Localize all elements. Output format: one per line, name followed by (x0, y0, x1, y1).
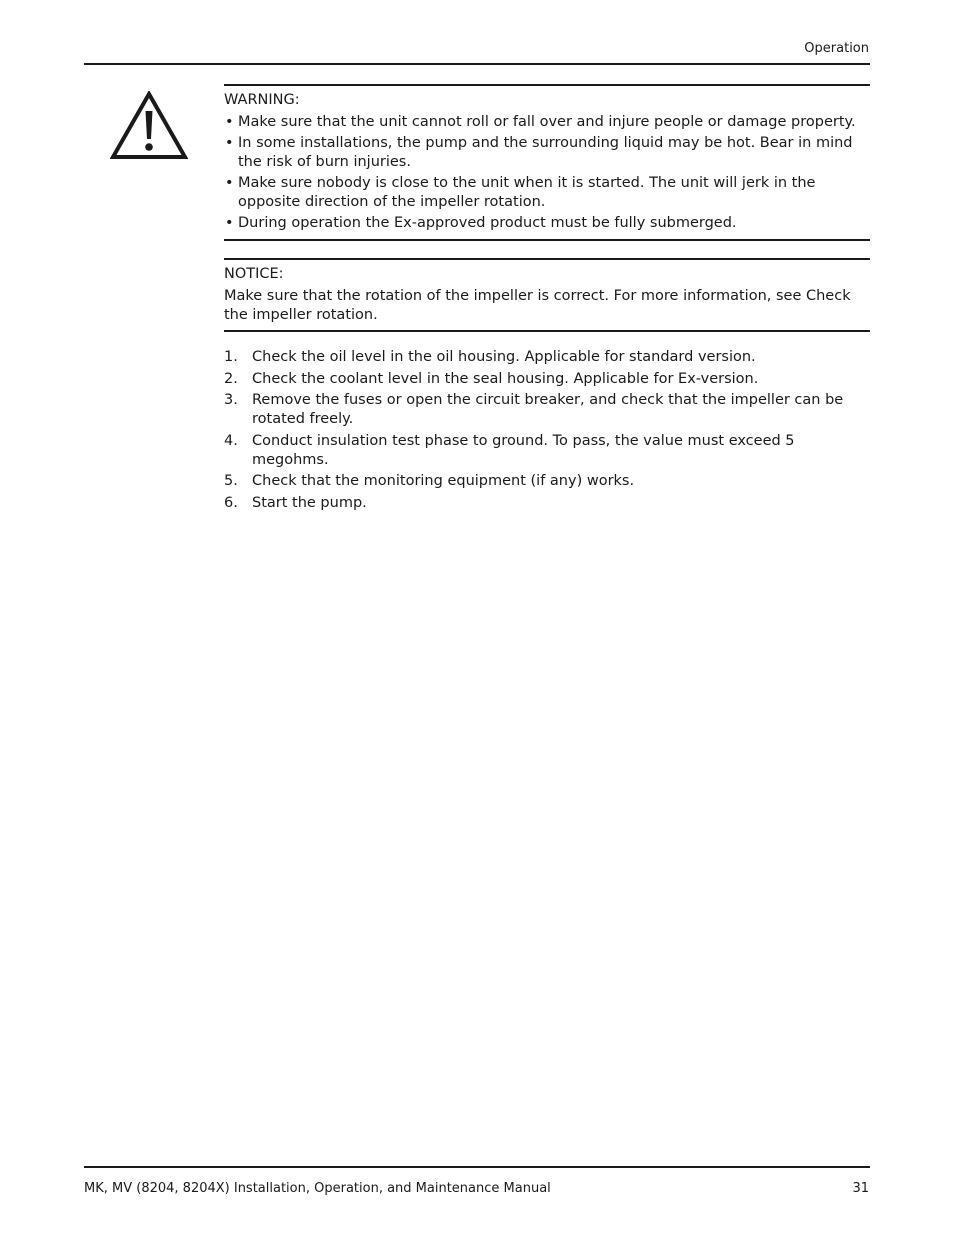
procedure-steps (224, 348, 870, 515)
header-section-title: Operation (804, 41, 869, 56)
page-number: 31 (852, 1181, 869, 1196)
warning-list (224, 113, 870, 233)
step-number: 4. (224, 432, 238, 449)
step-text: Remove the fuses or open the circuit breaker, and check that the impeller can be rotated freely. (252, 392, 844, 427)
notice-text: Make sure that the rotation of the impeller is correct. For more information, see Check the impeller rotation. (224, 288, 851, 323)
notice-label: NOTICE: (224, 266, 284, 282)
warning-item: • During operation the Ex-approved product must be fully submerged. (224, 214, 870, 233)
step-text: Check the oil level in the oil housing. Applicable for standard version. (252, 349, 756, 365)
footer-manual-title: MK, MV (8204, 8204X) Installation, Operation, and Maintenance Manual (84, 1181, 551, 1196)
step-text: Conduct insulation test phase to ground. To pass, the value must exceed 5 megohms. (252, 432, 795, 468)
procedure-step (224, 391, 870, 429)
step-number: 6. (224, 494, 238, 511)
header-divider (84, 63, 870, 65)
step-number: 1. (224, 349, 238, 365)
procedure-step (224, 432, 870, 470)
procedure-step (224, 348, 870, 367)
step-number: 2. (224, 370, 238, 387)
step-number: 3. (224, 392, 238, 408)
step-text: Check the coolant level in the seal housing. Applicable for Ex-version. (252, 370, 759, 387)
procedure-step (224, 494, 870, 513)
procedure-step (224, 472, 870, 491)
warning-item: • Make sure nobody is close to the unit when it is started. The unit will jerk in the opposite direction of the impeller rotation. (224, 174, 870, 212)
warning-label: WARNING: (224, 92, 300, 108)
warning-item: • Make sure that the unit cannot roll or fall over and injure people or damage property. (224, 113, 870, 132)
warning-triangle-icon (110, 91, 188, 160)
step-text: Check that the monitoring equipment (if any) works. (252, 473, 635, 489)
warning-box (224, 84, 870, 241)
warning-item: • In some installations, the pump and the surrounding liquid may be hot. Bear in mind the risk of burn injuries. (224, 134, 870, 172)
footer-divider (84, 1166, 870, 1168)
procedure-step (224, 370, 870, 389)
step-text: Start the pump. (252, 494, 367, 511)
step-number: 5. (224, 473, 238, 489)
notice-box (224, 258, 870, 332)
